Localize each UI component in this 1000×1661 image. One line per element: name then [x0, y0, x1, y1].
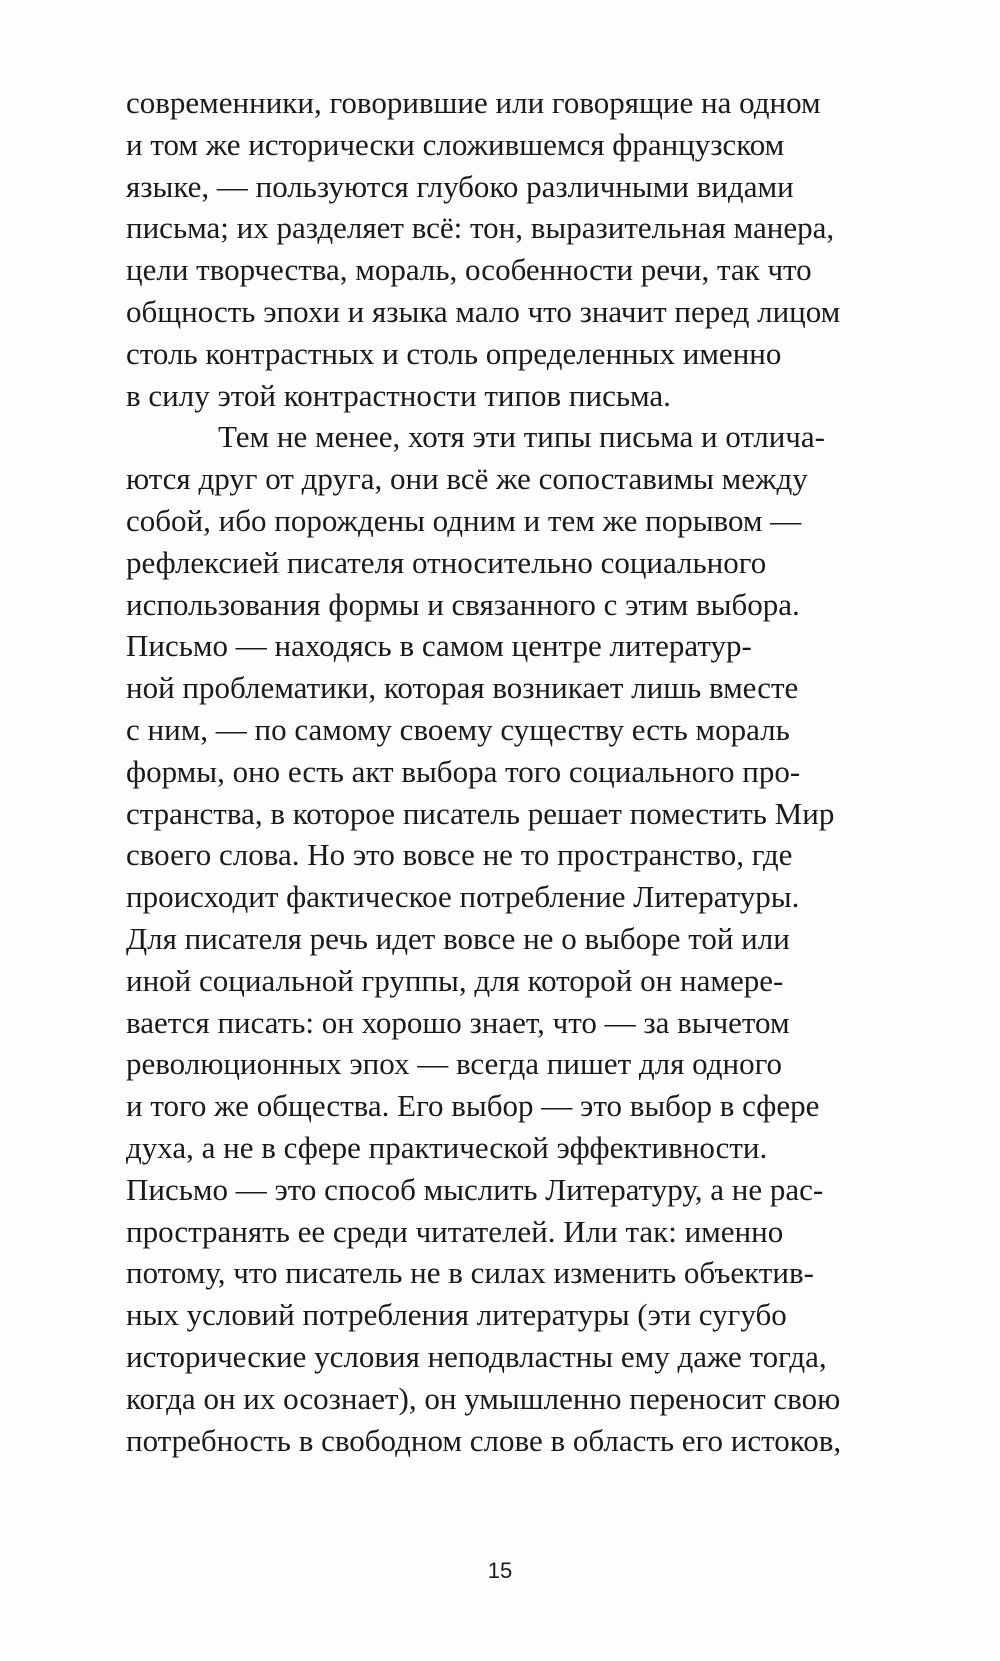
text-line: революционных эпох — всегда пишет для одного — [126, 1046, 783, 1082]
text-line: использования формы и связанного с этим выбора. — [126, 586, 800, 622]
paragraph-first-line: Тем не менее, хотя эти типы письма и отлича- — [218, 419, 825, 455]
text-line: в силу этой контрастности типов письма. — [126, 377, 671, 413]
text-line: духа, а не в сфере практической эффективности. — [126, 1129, 768, 1165]
text-line: происходит фактическое потребление Литературы. — [126, 879, 800, 915]
text-line: ных условий потребления литературы (эти сугубо — [126, 1297, 787, 1333]
page-number: 15 — [487, 1558, 513, 1583]
text-line: потребность в свободном слове в область его истоков, — [126, 1422, 842, 1458]
text-line: собой, ибо порождены одним и тем же порывом — — [126, 502, 802, 538]
text-line: исторические условия неподвластны ему даже тогда, — [126, 1338, 827, 1374]
text-line: иной социальной группы, для которой он намере- — [126, 962, 784, 998]
text-line: цели творчества, мораль, особенности речи, так что — [126, 252, 812, 288]
text-line: формы, оно есть акт выбора того социального про- — [126, 753, 801, 789]
text-line: Для писателя речь идет вовсе не о выборе той или — [126, 920, 790, 956]
text-line: пространять ее среди читателей. Или так: именно — [126, 1213, 784, 1249]
body-text — [126, 82, 946, 1461]
text-line: ются друг от друга, они всё же сопоставимы между — [126, 461, 808, 497]
text-line: странства, в которое писатель решает поместить Мир — [126, 795, 835, 831]
text-line: и того же общества. Его выбор — это выбор в сфере — [126, 1088, 820, 1124]
text-line: рефлексией писателя относительно социального — [126, 544, 767, 580]
text-line: современники, говорившие или говорящие на одном — [126, 85, 821, 120]
text-line: когда он их осознает), он умышленно переносит свою — [126, 1380, 841, 1416]
text-line: языке, — пользуются глубоко различными видами — [126, 168, 794, 204]
text-line: вается писать: он хорошо знает, что — за вычетом — [126, 1004, 790, 1040]
text-line: письма; их разделяет всё: тон, выразительная манера, — [126, 210, 835, 246]
text-line: с ним, — по самому своему существу есть мораль — [126, 711, 790, 747]
text-line: общность эпохи и языка мало что значит перед лицом — [126, 293, 841, 329]
text-line: Письмо — находясь в самом центре литератур- — [126, 628, 752, 664]
text-line: ной проблематики, которая возникает лишь вместе — [126, 670, 799, 706]
text-line: потому, что писатель не в силах изменить объектив- — [126, 1255, 814, 1291]
text-line: столь контрастных и столь определенных именно — [126, 335, 782, 371]
text-line: и том же исторически сложившемся французском — [126, 126, 785, 162]
text-line: своего слова. Но это вовсе не то пространство, где — [126, 837, 793, 873]
text-line: Письмо — это способ мыслить Литературу, а не рас- — [126, 1171, 824, 1207]
